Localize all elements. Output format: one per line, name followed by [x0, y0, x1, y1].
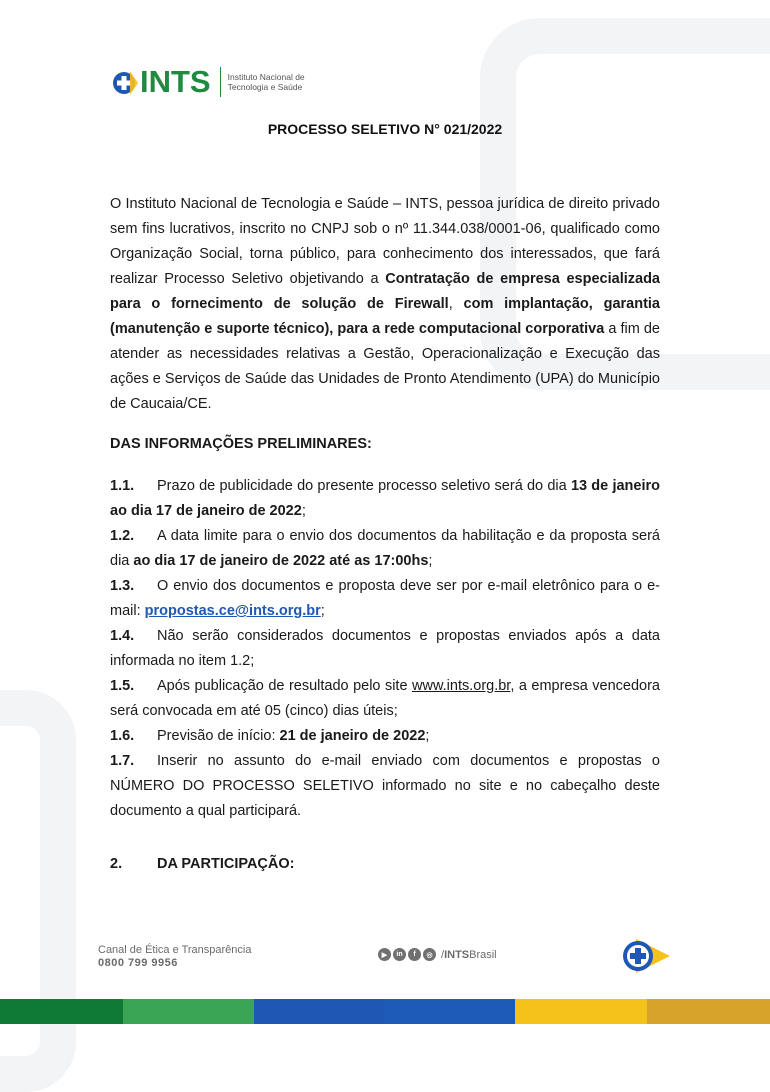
ethics-channel-label: Canal de Ética e Transparência — [98, 944, 252, 956]
ints-emblem-icon — [622, 937, 672, 975]
youtube-icon[interactable]: ▶ — [378, 948, 391, 961]
footer-stripe-gold — [647, 999, 770, 1024]
social-links — [378, 948, 497, 961]
footer-stripe-blue-2 — [384, 999, 515, 1024]
logo-divider — [220, 67, 221, 97]
logo-subtitle-line1: Instituto Nacional de — [227, 72, 305, 82]
footer-stripe-yellow — [515, 999, 647, 1024]
list-item-1-6: 1.6. Previsão de início: 21 de janeiro de 2022; — [110, 728, 430, 744]
section-heading-participacao: 2. DA PARTICIPAÇÃO: — [110, 856, 295, 872]
list-item-1-4: 1.4. Não serão considerados documentos e propostas enviados após a data informada no item 1.2; — [110, 628, 660, 669]
instagram-icon[interactable]: ◎ — [423, 948, 436, 961]
background-curve — [0, 690, 76, 1092]
document-title: PROCESSO SELETIVO N° 021/2022 — [267, 121, 503, 137]
footer-stripe-green-dark — [0, 999, 123, 1024]
logo-wordmark: INTS — [140, 64, 211, 99]
website-link[interactable]: www.ints.org.br — [412, 678, 511, 694]
intro-paragraph: O Instituto Nacional de Tecnologia e Saúde – INTS, pessoa jurídica de direito privado sem fins lucrativos, inscrito no CNPJ sob o nº 11.344.038/0001-06, qualificado como Organização Social, torna público, para conhecimento dos interessados, que fará realizar Processo Seletivo objetivando a Contratação de empresa especializada para o fornecimento de solução de Firewall, com implantação, garantia (manutenção e suporte técnico), para a rede computacional corporativa a fim de atender as necessidades relativas a Gestão, Operacionalização e Execução das ações e Serviços de Saúde das Unidades de Pronto Atendimento (UPA) do Município de Caucaia/CE. — [110, 196, 660, 412]
logo-subtitle — [228, 72, 305, 92]
logo-subtitle-line2: Tecnologia e Saúde — [227, 82, 303, 92]
facebook-icon[interactable]: f — [408, 948, 421, 961]
footer-stripe-blue — [254, 999, 384, 1024]
footer-stripe-green — [123, 999, 254, 1024]
email-link[interactable]: propostas.ce@ints.org.br — [144, 603, 321, 619]
list-item-1-7: 1.7. Inserir no assunto do e-mail enviado com documentos e propostas o NÚMERO DO PROCESSO SELETIVO informado no site e no cabeçalho deste documento a qual participará. — [110, 753, 660, 819]
ethics-phone: 0800 799 9956 — [98, 957, 178, 969]
list-item-1-1: 1.1. Prazo de publicidade do presente processo seletivo será do dia 13 de janeiro ao dia 17 de janeiro de 2022; — [110, 478, 660, 519]
ints-cross-icon — [112, 69, 138, 95]
ints-logo — [112, 64, 305, 100]
linkedin-icon[interactable]: in — [393, 948, 406, 961]
list-item-1-5: 1.5. Após publicação de resultado pelo site www.ints.org.br, a empresa vencedora será convocada em até 05 (cinco) dias úteis; — [110, 678, 660, 719]
list-item-1-2: 1.2. A data limite para o envio dos documentos da habilitação e da proposta será dia ao dia 17 de janeiro de 2022 até as 17:00hs; — [110, 528, 660, 569]
social-handle: /INTSBrasil — [441, 948, 497, 961]
list-item-1-3: 1.3. O envio dos documentos e proposta deve ser por e-mail eletrônico para o e-mail: propostas.ce@ints.org.br; — [110, 578, 660, 619]
section-heading-preliminares: DAS INFORMAÇÕES PRELIMINARES: — [110, 436, 372, 452]
